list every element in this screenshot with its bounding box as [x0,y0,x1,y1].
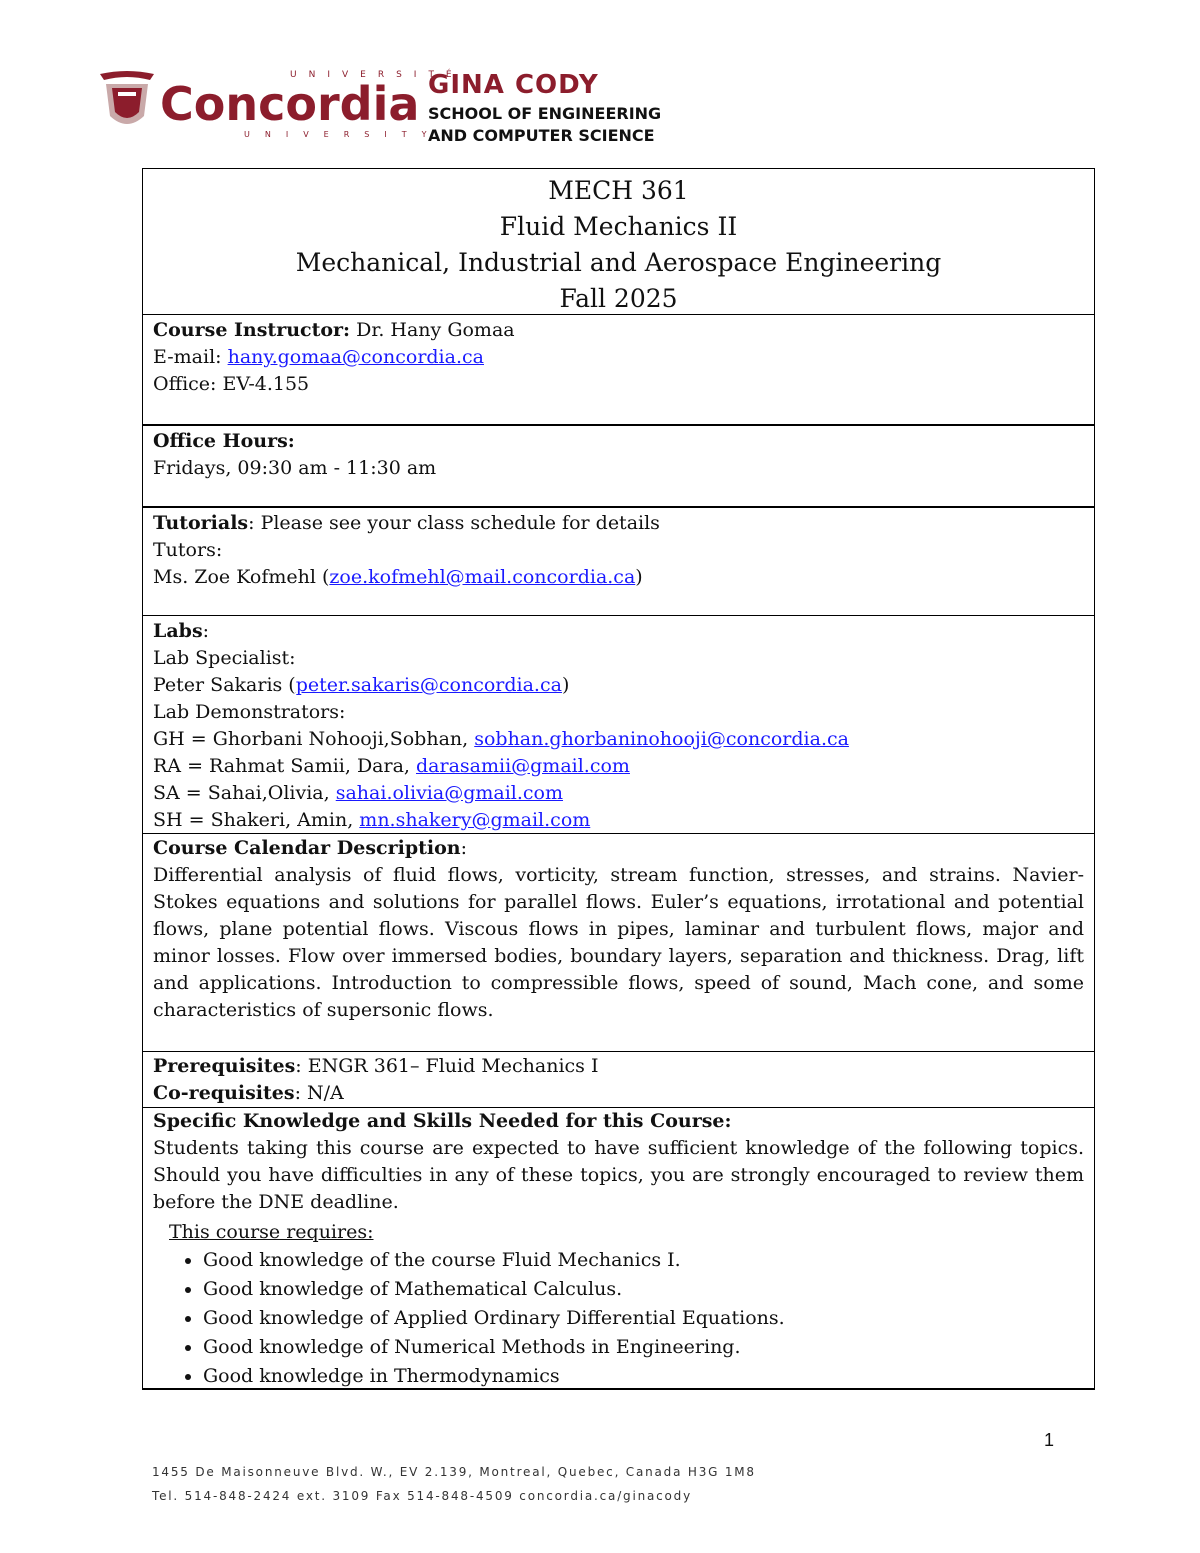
lab-specialist-name: Peter Sakaris ( [153,674,296,696]
requires-label: This course requires: [169,1221,374,1243]
list-item: • Good knowledge of Mathematical Calculus. [203,1275,1084,1304]
calendar-text: Differential analysis of fluid flows, vorticity, stream function, stresses, and strains. Navier-Stokes equations and solutions for parallel flows. Euler’s equations, irrotational and potential flows, plane potential flows. Viscous flows in pipes, laminar and turbulent flows, major and minor losses. Flow over immersed bodies, boundary layers, separation and thickness. Drag, lift and applications. Introduction to compressible flows, speed of sound, Mach cone, and some characteristics of supersonic flows. [153,864,1084,1021]
office-hours-label: Office Hours: [153,430,295,452]
demonstrator-name: RA = Rahmat Samii, Dara, [153,755,416,777]
demonstrator-item [153,780,1084,807]
course-code: MECH 361 [548,176,689,205]
course-name: Fluid Mechanics II [499,212,738,241]
skills-section [142,1107,1095,1390]
labs-label: Labs [153,620,203,642]
list-item: • Good knowledge in Thermodynamics [203,1362,1084,1391]
corequisites-label: Co-requisites [153,1082,295,1104]
calendar-colon: : [460,837,468,859]
tutor-close: ) [635,566,643,588]
demonstrator-name: GH = Ghorbani Nohooji,Sobhan, [153,728,475,750]
requirements-list [153,1246,1084,1391]
list-item: • Good knowledge of Numerical Methods in Engineering. [203,1333,1084,1362]
instructor-office: Office: EV-4.155 [153,373,310,395]
calendar-description-section [142,833,1095,1051]
prerequisites-value: : ENGR 361– Fluid Mechanics I [295,1055,599,1077]
demonstrator-item [153,807,1084,834]
demonstrator-name: SA = Sahai,Olivia, [153,782,336,804]
page-number: 1 [1044,1430,1055,1450]
demonstrator-name: SH = Shakeri, Amin, [153,809,360,831]
lab-specialist-close: ) [561,674,570,696]
list-item: • Good knowledge of Applied Ordinary Differential Equations. [203,1304,1084,1333]
demonstrator-email-link[interactable]: darasamii@gmail.com [416,755,630,777]
lab-specialist-label: Lab Specialist: [153,647,296,669]
term: Fall 2025 [559,284,678,313]
skills-text: Students taking this course are expected to have sufficient knowledge of the following topics. Should you have difficulties in any of these topics, you are strongly encouraged to review them before the DNE deadline. [153,1137,1084,1213]
demonstrator-item [153,726,1084,753]
office-hours-section [142,424,1095,506]
labs-section [142,615,1095,833]
labs-colon: : [202,620,210,642]
department: Mechanical, Industrial and Aerospace Engineering [295,248,942,277]
email-label: E-mail: [153,346,228,368]
header-logos [98,66,698,150]
instructor-label: Course Instructor: [153,319,351,341]
gina-cody-label: GINA CODY [428,70,599,100]
tutors-label: Tutors: [153,539,223,561]
concordia-wordmark: Concordia [160,77,420,131]
course-title-block [142,168,1095,314]
prerequisites-label: Prerequisites [153,1055,296,1077]
demonstrator-item [153,753,1084,780]
concordia-crest-icon [98,70,156,136]
instructor-email-link[interactable]: hany.gomaa@concordia.ca [227,346,484,368]
tutor-name: Ms. Zoe Kofmehl ( [153,566,330,588]
lab-demonstrators-label: Lab Demonstrators: [153,701,346,723]
university-label: UNIVERSITY [244,130,442,139]
demonstrator-email-link[interactable]: sobhan.ghorbaninohooji@concordia.ca [474,728,849,750]
instructor-section [142,314,1095,424]
prerequisites-section [142,1051,1095,1107]
calendar-label: Course Calendar Description [153,837,461,859]
instructor-name: Dr. Hany Gomaa [350,319,515,341]
lab-specialist-email-link[interactable]: peter.sakaris@concordia.ca [295,674,562,696]
tutorials-section [142,506,1095,615]
office-hours-value: Fridays, 09:30 am - 11:30 am [153,457,437,479]
school-line-1: SCHOOL OF ENGINEERING [428,104,662,123]
footer-address: 1455 De Maisonneuve Blvd. W., EV 2.139, Montreal, Quebec, Canada H3G 1M8 [152,1465,756,1479]
corequisites-value: : N/A [294,1082,344,1104]
school-line-2: AND COMPUTER SCIENCE [428,126,655,145]
tutorials-label: Tutorials [153,512,249,534]
skills-label: Specific Knowledge and Skills Needed for this Course: [153,1110,732,1132]
universite-label: UNIVERSITÉ [290,70,464,80]
tutor-email-link[interactable]: zoe.kofmehl@mail.concordia.ca [329,566,636,588]
footer-contact: Tel. 514-848-2424 ext. 3109 Fax 514-848-4509 concordia.ca/ginacody [152,1489,693,1503]
tutorials-value: : Please see your class schedule for details [248,512,660,534]
demonstrator-email-link[interactable]: mn.shakery@gmail.com [359,809,591,831]
list-item: • Good knowledge of the course Fluid Mechanics I. [203,1246,1084,1275]
demonstrator-email-link[interactable]: sahai.olivia@gmail.com [335,782,564,804]
